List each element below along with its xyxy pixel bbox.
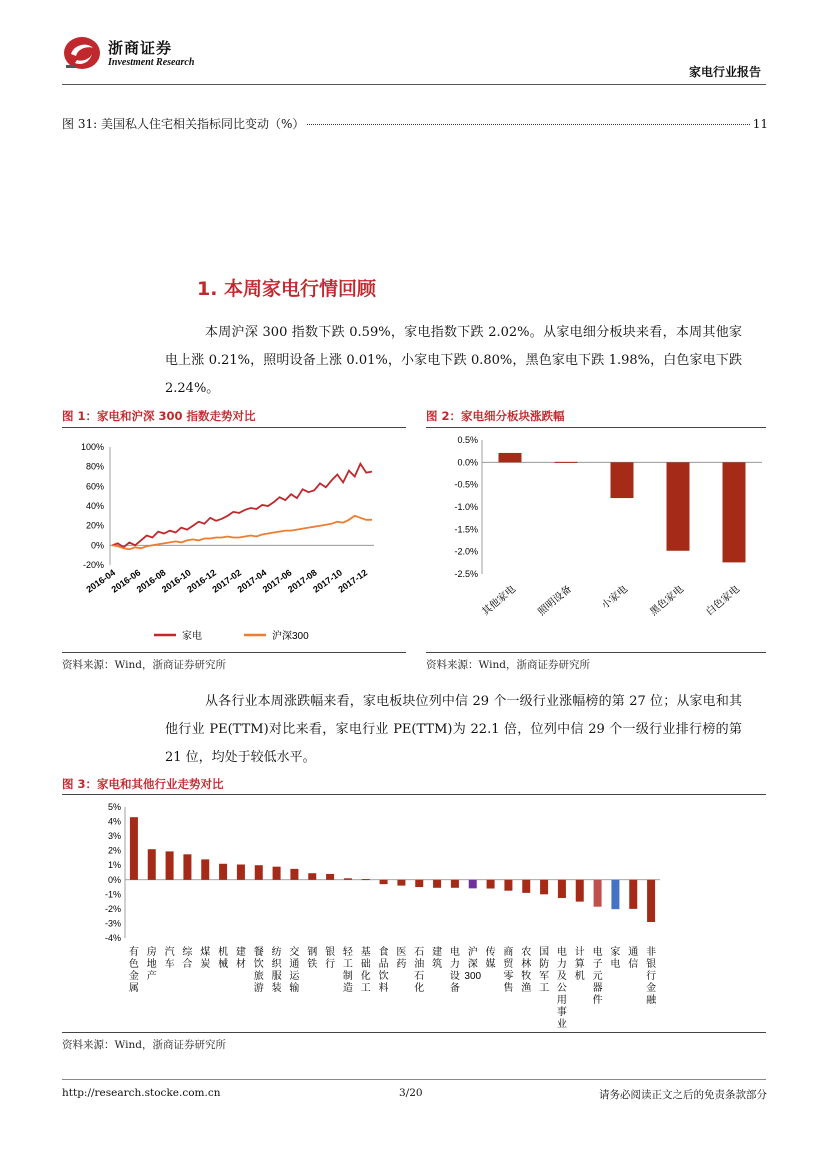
bar-商贸零售 (504, 880, 512, 891)
x-tick-label: 计算机 (574, 947, 585, 982)
y-tick-label: -2.5% (454, 569, 478, 579)
bar-小家电 (611, 462, 634, 498)
x-tick-label: 白色家电 (704, 583, 742, 619)
figure-1-top-rule (62, 427, 406, 428)
figure-2-title: 图 2：家电细分板块涨跌幅 (426, 409, 565, 423)
toc-entry[interactable] (62, 115, 768, 132)
y-tick-label: -4% (104, 933, 121, 943)
x-tick-label: 小家电 (599, 583, 630, 612)
figure-2-source: 资料来源：Wind，浙商证券研究所 (426, 659, 590, 671)
brand-name-en: Investment Research (108, 57, 195, 68)
x-tick-label: 其他家电 (480, 583, 518, 619)
x-tick-label: 房地产 (146, 947, 157, 982)
x-tick-label: 轻工制造 (342, 947, 353, 994)
x-tick-label: 家电 (610, 947, 621, 970)
y-tick-label: 1% (107, 860, 121, 871)
bar-医药 (397, 880, 405, 886)
bar-通信 (629, 880, 637, 909)
y-tick-label: 100% (80, 442, 104, 452)
bar-餐饮旅游 (255, 865, 263, 880)
x-tick-label: 2016-10 (159, 567, 193, 595)
x-tick-label: 石油石化 (414, 947, 425, 994)
figure-1-source: 资料来源：Wind，浙商证券研究所 (62, 659, 226, 671)
company-logo-icon (62, 32, 102, 72)
figure-1-bottom-rule (62, 652, 406, 653)
series-line-沪深300 (112, 516, 372, 550)
x-tick-label: 2016-06 (109, 567, 143, 595)
section-title: 1. 本周家电行情回顾 (197, 278, 377, 300)
bar-综合 (183, 854, 191, 879)
bar-农林牧渔 (522, 880, 530, 893)
y-tick-label: 0% (90, 540, 104, 551)
footer-divider (62, 1079, 766, 1080)
bar-房地产 (148, 849, 156, 880)
legend-label: 沪深300 (272, 631, 309, 642)
y-tick-label: -1% (104, 889, 121, 900)
toc-entry-label: 图 31: 美国私人住宅相关指标同比变动（%） (62, 117, 305, 131)
x-tick-label: 餐饮旅游 (253, 947, 264, 994)
bar-银行 (326, 874, 334, 880)
y-tick-label: -3% (104, 918, 121, 929)
x-tick-label: 2017-04 (235, 567, 269, 595)
x-tick-label: 食品饮料 (378, 947, 389, 994)
bar-石油石化 (415, 880, 423, 887)
y-tick-label: 40% (85, 501, 104, 511)
bar-电力及公用事业 (558, 880, 566, 898)
y-tick-label: -1.5% (454, 524, 478, 535)
footer-disclaimer: 请务必阅读正文之后的免责条款部分 (599, 1089, 767, 1101)
y-tick-label: -0.5% (454, 479, 478, 490)
x-tick-label: 2016-12 (185, 567, 218, 595)
bar-交通运输 (290, 869, 298, 880)
y-tick-label: 0.5% (457, 435, 478, 445)
y-tick-label: 4% (107, 816, 121, 827)
figure-1-line-chart (62, 430, 406, 652)
x-tick-label: 农林牧渔 (521, 947, 532, 994)
figure-1-title: 图 1：家电和沪深 300 指数走势对比 (62, 409, 256, 423)
x-tick-label: 黑色家电 (648, 583, 686, 619)
y-tick-label: -1.0% (454, 502, 478, 512)
y-tick-label: 2% (107, 845, 121, 856)
bar-有色金属 (130, 817, 138, 880)
figure-2-top-rule (426, 427, 766, 428)
y-tick-label: 5% (107, 802, 121, 812)
x-tick-label: 煤炭 (200, 947, 211, 970)
x-tick-label: 非银行金融 (646, 947, 657, 1006)
x-tick-label: 电力设备 (449, 947, 460, 994)
x-tick-label: 商贸零售 (503, 947, 514, 994)
x-tick-label: 沪深 300 (464, 947, 482, 982)
x-tick-label: 有色金属 (128, 947, 139, 994)
toc-entry-page: 11 (752, 117, 768, 131)
bar-建材 (237, 864, 245, 879)
figure-3-title: 图 3：家电和其他行业走势对比 (62, 777, 224, 791)
bar-煤炭 (201, 859, 209, 879)
bar-纺织服装 (273, 867, 281, 880)
paragraph-1: 本周沪深 300 指数下跌 0.59%，家电指数下跌 2.02%。从家电细分板块来看，本周其他家电上涨 0.21%，照明设备上涨 0.01%，小家电下跌 0.80%，黑色家电下跌 1.98%，白色家电下跌 2.24%。 (165, 325, 742, 396)
bar-建筑 (433, 880, 441, 888)
x-tick-label: 2017-02 (210, 567, 244, 595)
figure-3-source: 资料来源：Wind，浙商证券研究所 (62, 1039, 226, 1051)
y-tick-label: 0% (107, 874, 121, 885)
y-tick-label: 80% (85, 461, 104, 472)
bar-计算机 (576, 880, 584, 902)
x-tick-label: 基础化工 (360, 947, 371, 994)
x-tick-label: 电力及公用事业 (556, 947, 567, 1030)
footer-page-number: 3/20 (399, 1087, 423, 1099)
bar-传媒 (487, 880, 495, 889)
x-tick-label: 通信 (628, 947, 639, 970)
x-tick-label: 2017-12 (336, 567, 370, 595)
x-tick-label: 2017-08 (285, 567, 319, 595)
x-tick-label: 2016-04 (84, 567, 118, 595)
x-tick-label: 交通运输 (289, 947, 300, 994)
figure-2-bottom-rule (426, 652, 766, 653)
x-tick-label: 综合 (182, 947, 193, 970)
bar-其他家电 (499, 453, 522, 462)
bar-机械 (219, 864, 227, 880)
bar-照明设备 (555, 462, 578, 463)
x-tick-label: 纺织服装 (271, 947, 282, 994)
bar-电子元器件 (594, 880, 602, 907)
x-tick-label: 汽车 (164, 947, 175, 970)
bar-国防军工 (540, 880, 548, 895)
x-tick-label: 2016-08 (134, 567, 168, 595)
x-tick-label: 银行 (325, 947, 336, 970)
bar-轻工制造 (344, 878, 352, 879)
x-tick-label: 机械 (218, 947, 229, 970)
header-divider (62, 84, 766, 85)
bar-家电 (611, 880, 619, 909)
y-tick-label: 3% (107, 831, 121, 842)
x-tick-label: 传媒 (485, 947, 496, 970)
bar-沪深300 (469, 880, 477, 889)
y-tick-label: -20% (82, 560, 104, 570)
y-tick-label: 20% (85, 520, 104, 531)
bar-基础化工 (362, 879, 370, 880)
brand-name-cn: 浙商证券 (108, 39, 173, 57)
y-tick-label: 0.0% (457, 457, 478, 468)
figure-3-bottom-rule (62, 1032, 766, 1033)
y-tick-label: -2.0% (454, 546, 478, 557)
x-tick-label: 2017-06 (260, 567, 294, 595)
x-tick-label: 钢铁 (307, 947, 318, 970)
x-tick-label: 电子元器件 (592, 947, 603, 1006)
bar-食品饮料 (380, 880, 388, 884)
paragraph-2: 从各行业本周涨跌幅来看，家电板块位列中信 29 个一级行业涨幅榜的第 27 位；从家电和其他行业 PE(TTM)对比来看，家电行业 PE(TTM)为 22.1 倍，位列中信 29 个一级行业排行榜的第 21 位，均处于较低水平。 (165, 694, 742, 765)
bar-电力设备 (451, 880, 459, 888)
x-tick-label: 建筑 (432, 947, 443, 970)
bar-白色家电 (723, 462, 746, 562)
x-tick-label: 2017-10 (311, 567, 344, 595)
bar-非银行金融 (647, 880, 655, 922)
bar-钢铁 (308, 873, 316, 880)
footer-url[interactable]: http://research.stocke.com.cn (62, 1087, 221, 1099)
figure-3-bar-chart (62, 797, 766, 1031)
figure-3-top-rule (62, 794, 766, 795)
x-tick-label: 照明设备 (536, 583, 574, 619)
y-tick-label: 60% (85, 481, 104, 492)
toc-leader-dots (307, 124, 749, 125)
series-line-家电 (112, 464, 372, 548)
x-tick-label: 国防军工 (539, 947, 550, 994)
x-tick-label: 建材 (235, 947, 246, 970)
x-tick-label: 医药 (396, 947, 407, 970)
y-tick-label: -2% (104, 903, 121, 914)
report-type: 家电行业报告 (688, 65, 761, 79)
legend-label: 家电 (182, 631, 202, 642)
figure-2-bar-chart (426, 430, 766, 652)
bar-汽车 (166, 851, 174, 879)
bar-黑色家电 (667, 462, 690, 550)
